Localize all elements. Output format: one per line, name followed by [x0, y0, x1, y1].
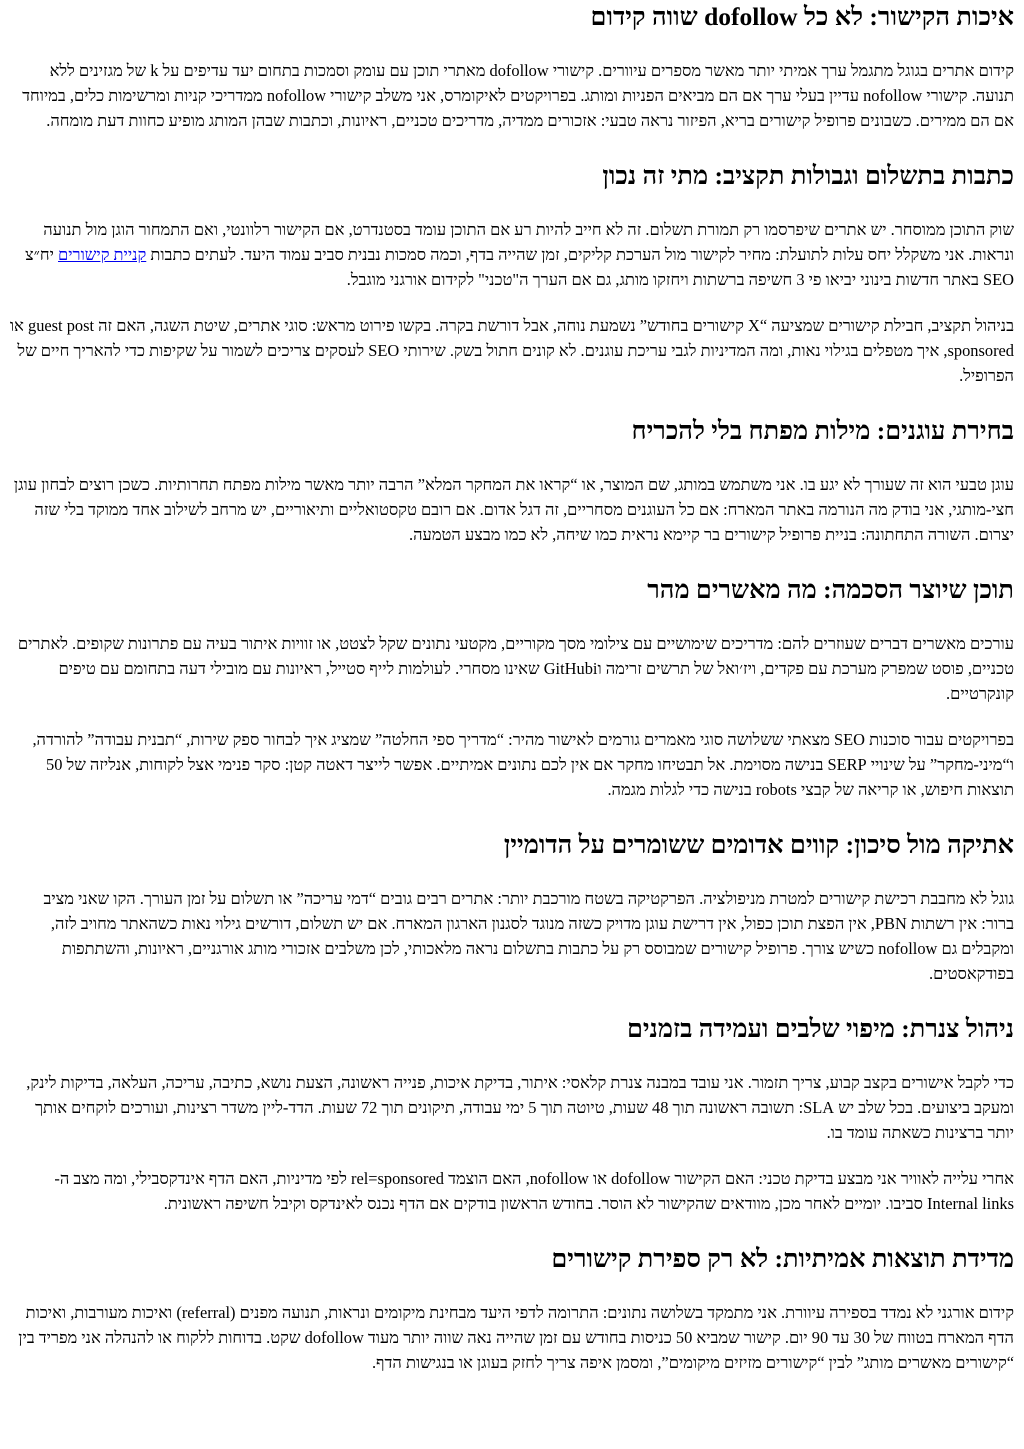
section-paragraph: קידום אתרים בגוגל מתגמל ערך אמיתי יותר מאשר מספרים עיוורים. קישורי dofollow מאתרי תוכן עם עומק וסמכות בתחום יעד עדיפים על k של מגזינים ללא תנועה. קישורי nofollow עדיין בעלי ערך אם הם מביאים הפניות ומותג. בפרויקטים לאיקומרס, אני משלב קישורי nofollow ממדריכי קניות ומרשימות כלים, במיוחד אם הם ממירים. כשבונים פרופיל קישורים בריא, הפיזור נראה טבעי: אזכורים ממדיה, מדריכים טכניים, ראיונות, וכתבות שבהן המותג מופיע כחוות דעת מומחה. [22, 61, 1014, 130]
section-heading: איכות הקישור: לא כל dofollow שווה קידום [590, 2, 1014, 31]
article [8, 1, 1014, 1375]
section-paragraph: בניהול תקציב, חבילת קישורים שמציעה “X קישורים בחודש” נשמעת נוחה, אבל דורשת בקרה. בקשו פירוט מראש: סוגי אתרים, שיטת השגה, האם זה guest post או sponsored, איך מטפלים בגילוי נאות, ומה המדיניות לגבי עריכת עוגנים. לא קונים חתול בשק. שירותי SEO לעסקים צריכים לשמור על שקיפות כדי להאריך חיים של הפרופיל. [9, 316, 1014, 385]
section-pipeline-management [8, 1013, 1014, 1216]
section-paragraph: עוגן טבעי הוא זה שעורך לא יגע בו. אני משתמש במותג, שם המוצר, או “קראו את המחקר המלא” הרבה יותר מאשר מילות מפתח תחרותיות. כשכן רוצים לבחון עוגן חצי-מותגי, אני בודק מה הנורמה באתר המארח: אם כל העוגנים מסחריים, זה דגל אדום. אם רובם טקסטואליים ותיאוריים, יש מרחב לשילוב אחד ממוקד בלי שזה יצרום. השורה התחתונה: בניית פרופיל קישורים בר קיימא נראית כמו שיחה, לא כמו מבצע הטמעה. [13, 475, 1014, 544]
section-paragraph: קידום אורגני לא נמדד בספירה עיוורת. אני מתמקד בשלושה נתונים: התרומה לדפי היעד מבחינת מיקומים ונראות, תנועה מפנים (referral) ואיכות מעורבות, ואיכות הדף המארח בטווח של 30 עד 90 יום. קישור שמביא 50 כניסות בחודש עם זמן שהייה נאה שווה יותר מעוד dofollow שקט. בדוחות ללקוח או להנהלה אני מפריד בין “קישורים מאשרים מותג” לבין “קישורים מזיזים מיקומים”, ומסמן איפה צריך לחזק בעוגן או בנגישות הדף. [18, 1303, 1014, 1372]
section-paid-articles [8, 160, 1014, 388]
section-paragraph: עורכים מאשרים דברים שעוזרים להם: מדריכים שימושיים עם צילומי מסך מקוריים, מקטעי נתונים שקל לצטט, או זוויות איתור בעיה עם פתרונות שקופים. לאתרים טכניים, פוסט שמפרק מערכת עם פקדים, ויז׳ואל של תרשים זרימה וGitHubi שאינו מסחרי. לעולמות לייף סטייל, ראיונות עם מובילי דעה בתחומם עם טיפים קונקרטיים. [17, 634, 1014, 703]
section-heading: ניהול צנרת: מיפוי שלבים ועמידה בזמנים [626, 1014, 1014, 1043]
section-anchor-selection [8, 415, 1014, 547]
section-paragraph: אחרי עלייה לאוויר אני מבצע בדיקת טכני: האם הקישור dofollow או nofollow, האם הוצמד rel=sponsored לפי מדיניות, האם הדף אינדקסבילי, ומה מצב ה-Internal links סביבו. יומיים לאחר מכן, מוודאים שהקישור לא הוסר. בחודש הראשון בודקים אם הדף נכנס לאינדקס וקיבל חשיפה ראשונית. [54, 1169, 1014, 1213]
paragraph-text: יח״צ SEO באתר חדשות בינוני יביאו פי 3 חשיפה ברשתות ויחזקו מותג, גם אם הערך ה"טכני" לקידום אורגני מוגבל. [25, 245, 1014, 289]
section-heading: בחירת עוגנים: מילות מפתח בלי להכריח [631, 416, 1014, 445]
section-approved-content [8, 574, 1014, 802]
section-ethics-risk [8, 829, 1014, 986]
paragraph-text: שוק התוכן ממוסחר. יש אתרים שיפרסמו רק תמורת תשלום. זה לא חייב להיות רע אם התוכן עומד בסטנדרט, אם הקישור רלוונטי, ואם התמחור הוגן מול תנועה ונראות. אני משקלל יחס עלות לתועלת: מחיר לקישור מול הערכת קליקים, זמן שהייה בדף, וכמה סמכות נבנית סביב עמוד היעד. לעתים כתבות [43, 220, 1014, 264]
section-paragraph: כדי לקבל אישורים בקצב קבוע, צריך תזמור. אני עובד במבנה צנרת קלאסי: איתור, בדיקת איכות, פנייה ראשונה, הצעת נושא, כתיבה, עריכה, העלאה, בדיקות לינק, ומעקב ביצועים. בכל שלב יש SLA: תשובה ראשונה תוך 48 שעות, טיוטה תוך 5 ימי עבודה, תיקונים תוך 72 שעות. הדד-ליין משדר רצינות, ועורכים לוקחים אותך יותר ברצינות כשאתה עומד בו. [26, 1073, 1014, 1142]
section-paragraph: גוגל לא מחבבת רכישת קישורים למטרת מניפולציה. הפרקטיקה בשטח מורכבת יותר: אתרים רבים גובים “דמי עריכה” או תשלום על זמן העורך. הקו שאני מציב ברור: אין רשתות PBN, אין הפצת תוכן כפול, אין דרישת עוגן מדויק כשזה מנוגד לסגנון הארגון המארח. אם יש תשלום, דורשים גילוי נאות כשהאתר מחויב לזה, ומקבלים גם nofollow כשיש צורך. פרופיל קישורים שמבוסס רק על כתבות בתשלום נראה מלאכותי, לכן משלבים אזכורי מותג אורגניים, ראיונות, והשתתפות בפודקאסטים. [43, 889, 1014, 983]
section-paragraph [8, 217, 1014, 292]
section-heading: אתיקה מול סיכון: קווים אדומים ששומרים על הדומיין [503, 830, 1014, 859]
section-paragraph: בפרויקטים עבור סוכנות SEO מצאתי ששלושה סוגי מאמרים גורמים לאישור מהיר: “מדריך ספי החלטה” שמציג איך לבחור ספק שירות, “תבנית עבודה” להורדה, ו“מיני-מחקר” על שינויי SERP בנישה מסוימת. אל תבטיחו מחקר אם אין לכם נתונים אמיתיים. אפשר לייצר דאטה קטן: סקר פנימי אצל לקוחות, אנליזה של 50 תוצאות חיפוש, או קריאה של קבצי robots בנישה כדי לגלות מגמה. [32, 730, 1014, 799]
section-heading: מדידת תוצאות אמיתיות: לא רק ספירת קישורים [551, 1244, 1014, 1273]
section-link-quality [8, 1, 1014, 133]
section-measuring-results [8, 1243, 1014, 1375]
buy-links-link[interactable]: קניית קישורים [58, 245, 147, 264]
section-heading: כתבות בתשלום וגבולות תקציב: מתי זה נכון [602, 161, 1014, 190]
section-heading: תוכן שיוצר הסכמה: מה מאשרים מהר [647, 575, 1014, 604]
